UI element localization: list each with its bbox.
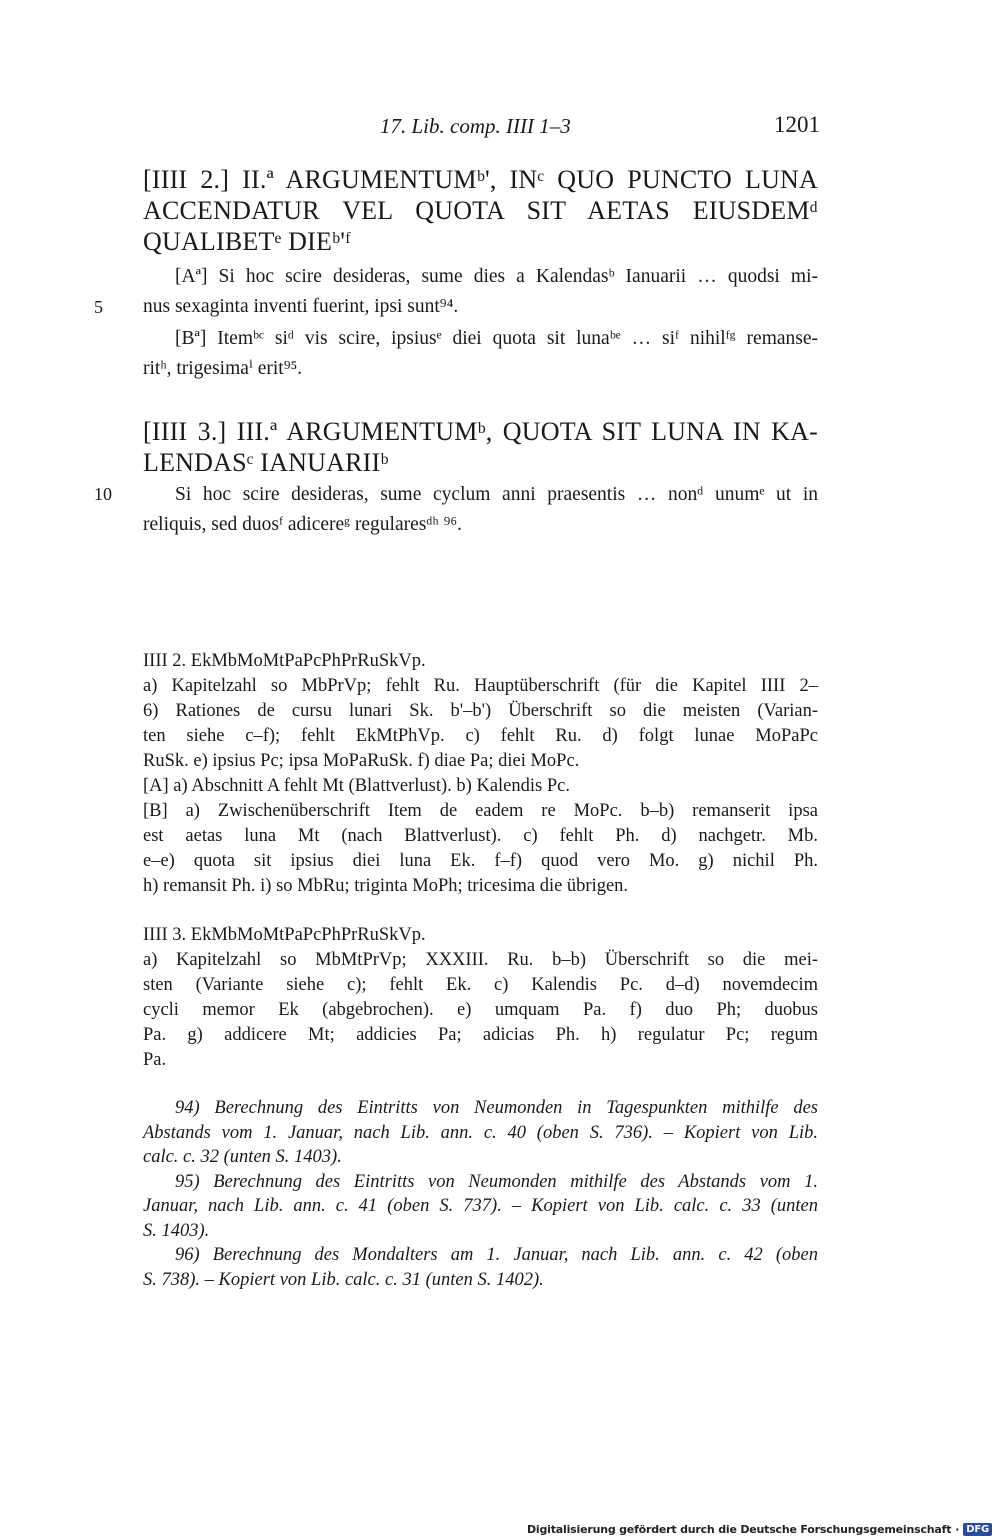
text-line: ritʰ, trigesimaⁱ erit⁹⁵. — [143, 358, 303, 379]
apparatus-line: cycli memor Ek (abgebrochen). e) umquam Pa. f) duo Ph; duobus — [143, 1000, 818, 1020]
paragraph-a — [143, 262, 818, 322]
heading-line: QUALIBETᵉ DIEᵇ'ᶠ — [143, 227, 351, 256]
text-line: [Aª] Si hoc scire desideras, sume dies a Kalendasᵇ Ianuarii … quodsi mi- — [175, 266, 818, 287]
apparatus-line: Pa. — [143, 1050, 167, 1070]
apparatus-line: e–e) quota sit ipsius diei luna Ek. f–f) quod vero Mo. g) nichil Ph. — [143, 851, 818, 871]
text-line: Si hoc scire desideras, sume cyclum anni praesentis … nonᵈ unumᵉ ut in — [175, 484, 818, 505]
footnote-94: 94) Berechnung des Eintritts von Neumonden in Tagespunkten mithilfe des — [175, 1098, 818, 1118]
text-line: reliquis, sed duosᶠ adicereᵍ regularesᵈʰ ⁹⁶. — [143, 514, 463, 535]
footnotes — [143, 1096, 818, 1292]
apparatus-iiii-3 — [143, 923, 818, 1073]
apparatus-line: [A] a) Abschnitt A fehlt Mt (Blattverlust). b) Kalendis Pc. — [143, 776, 570, 796]
apparatus-sigla: IIII 2. EkMbMoMtPaPcPhPrRuSkVp. — [143, 651, 426, 671]
apparatus-line: sten (Variante siehe c); fehlt Ek. c) Kalendis Pc. d–d) novemdecim — [143, 975, 818, 995]
text-line: [Bª] Itemᵇᶜ siᵈ vis scire, ipsiusᵉ diei quota sit lunaᵇᵉ … siᶠ nihilᶠᵍ remanse- — [175, 328, 818, 349]
apparatus-sigla: IIII 3. EkMbMoMtPaPcPhPrRuSkVp. — [143, 925, 426, 945]
footnote-95: 95) Berechnung des Eintritts von Neumonden mithilfe des Abstands vom 1. — [175, 1171, 818, 1192]
section-heading-iiii-3 — [143, 416, 818, 478]
heading-line: ACCENDATUR VEL QUOTA SIT AETAS EIUSDEMᵈ — [143, 196, 818, 225]
page-number: 1201 — [774, 112, 820, 137]
footnote-94-cont: calc. c. 32 (unten S. 1403). — [143, 1147, 342, 1167]
apparatus-line: [B] a) Zwischenüberschrift Item de eadem re MoPc. b–b) remanserit ipsa — [143, 801, 818, 821]
apparatus-line: h) remansit Ph. i) so MbRu; triginta MoPh; tricesima die übrigen. — [143, 876, 629, 896]
apparatus-line: a) Kapitelzahl so MbPrVp; fehlt Ru. Hauptüberschrift (für die Kapitel IIII 2– — [143, 676, 818, 696]
footnote-96-cont: S. 738). – Kopiert von Lib. calc. c. 31 (unten S. 1402). — [143, 1269, 544, 1290]
apparatus-line: 6) Rationes de cursu lunari Sk. b'–b') Überschrift so die meisten (Varian- — [143, 701, 818, 721]
text-line: nus sexaginta inventi fuerint, ipsi sunt⁹⁴. — [143, 296, 459, 317]
apparatus-line: est aetas luna Mt (nach Blattverlust). c) fehlt Ph. d) nachgetr. Mb. — [143, 826, 818, 846]
dfg-credit — [527, 1523, 992, 1536]
section-heading-iiii-2 — [143, 164, 818, 257]
heading-line: [IIII 3.] III.ª ARGUMENTUMᵇ, QUOTA SIT LUNA IN KA- — [143, 417, 818, 446]
apparatus-line: Pa. g) addicere Mt; addicies Pa; adicias Ph. h) regulatur Pc; regum — [143, 1025, 818, 1045]
paragraph-b — [143, 324, 818, 384]
apparatus-line: a) Kapitelzahl so MbMtPrVp; XXXIII. Ru. b–b) Überschrift so die mei- — [143, 950, 818, 970]
line-number: 10 — [94, 484, 112, 504]
apparatus-line: ten siehe c–f); fehlt EkMtPhVp. c) fehlt Ru. d) folgt lunae MoPaPc — [143, 726, 818, 746]
footnote-95-cont: S. 1403). — [143, 1220, 210, 1241]
apparatus-iiii-2 — [143, 649, 818, 899]
paragraph-iiii-3 — [143, 480, 818, 540]
dot-separator: · — [955, 1523, 960, 1536]
apparatus-line: RuSk. e) ipsius Pc; ipsa MoPaRuSk. f) diae Pa; diei MoPc. — [143, 751, 580, 771]
footnote-95-cont: Januar, nach Lib. ann. c. 41 (oben S. 737). – Kopiert von Lib. calc. c. 33 (unten — [143, 1196, 818, 1216]
credit-text: Digitalisierung gefördert durch die Deutsche Forschungsgemeinschaft — [527, 1523, 952, 1536]
running-head: 17. Lib. comp. IIII 1–3 — [380, 114, 571, 138]
footnote-94-cont: Abstands vom 1. Januar, nach Lib. ann. c. 40 (oben S. 736). – Kopiert von Lib. — [143, 1122, 818, 1143]
heading-line: [IIII 2.] II.ª ARGUMENTUMᵇ', INᶜ QUO PUNCTO LUNA — [143, 165, 818, 194]
dfg-logo: DFG — [963, 1523, 992, 1536]
heading-line: LENDASᶜ IANUARIIᵇ — [143, 448, 389, 477]
line-number: 5 — [94, 297, 103, 317]
footnote-96: 96) Berechnung des Mondalters am 1. Januar, nach Lib. ann. c. 42 (oben — [175, 1245, 818, 1265]
